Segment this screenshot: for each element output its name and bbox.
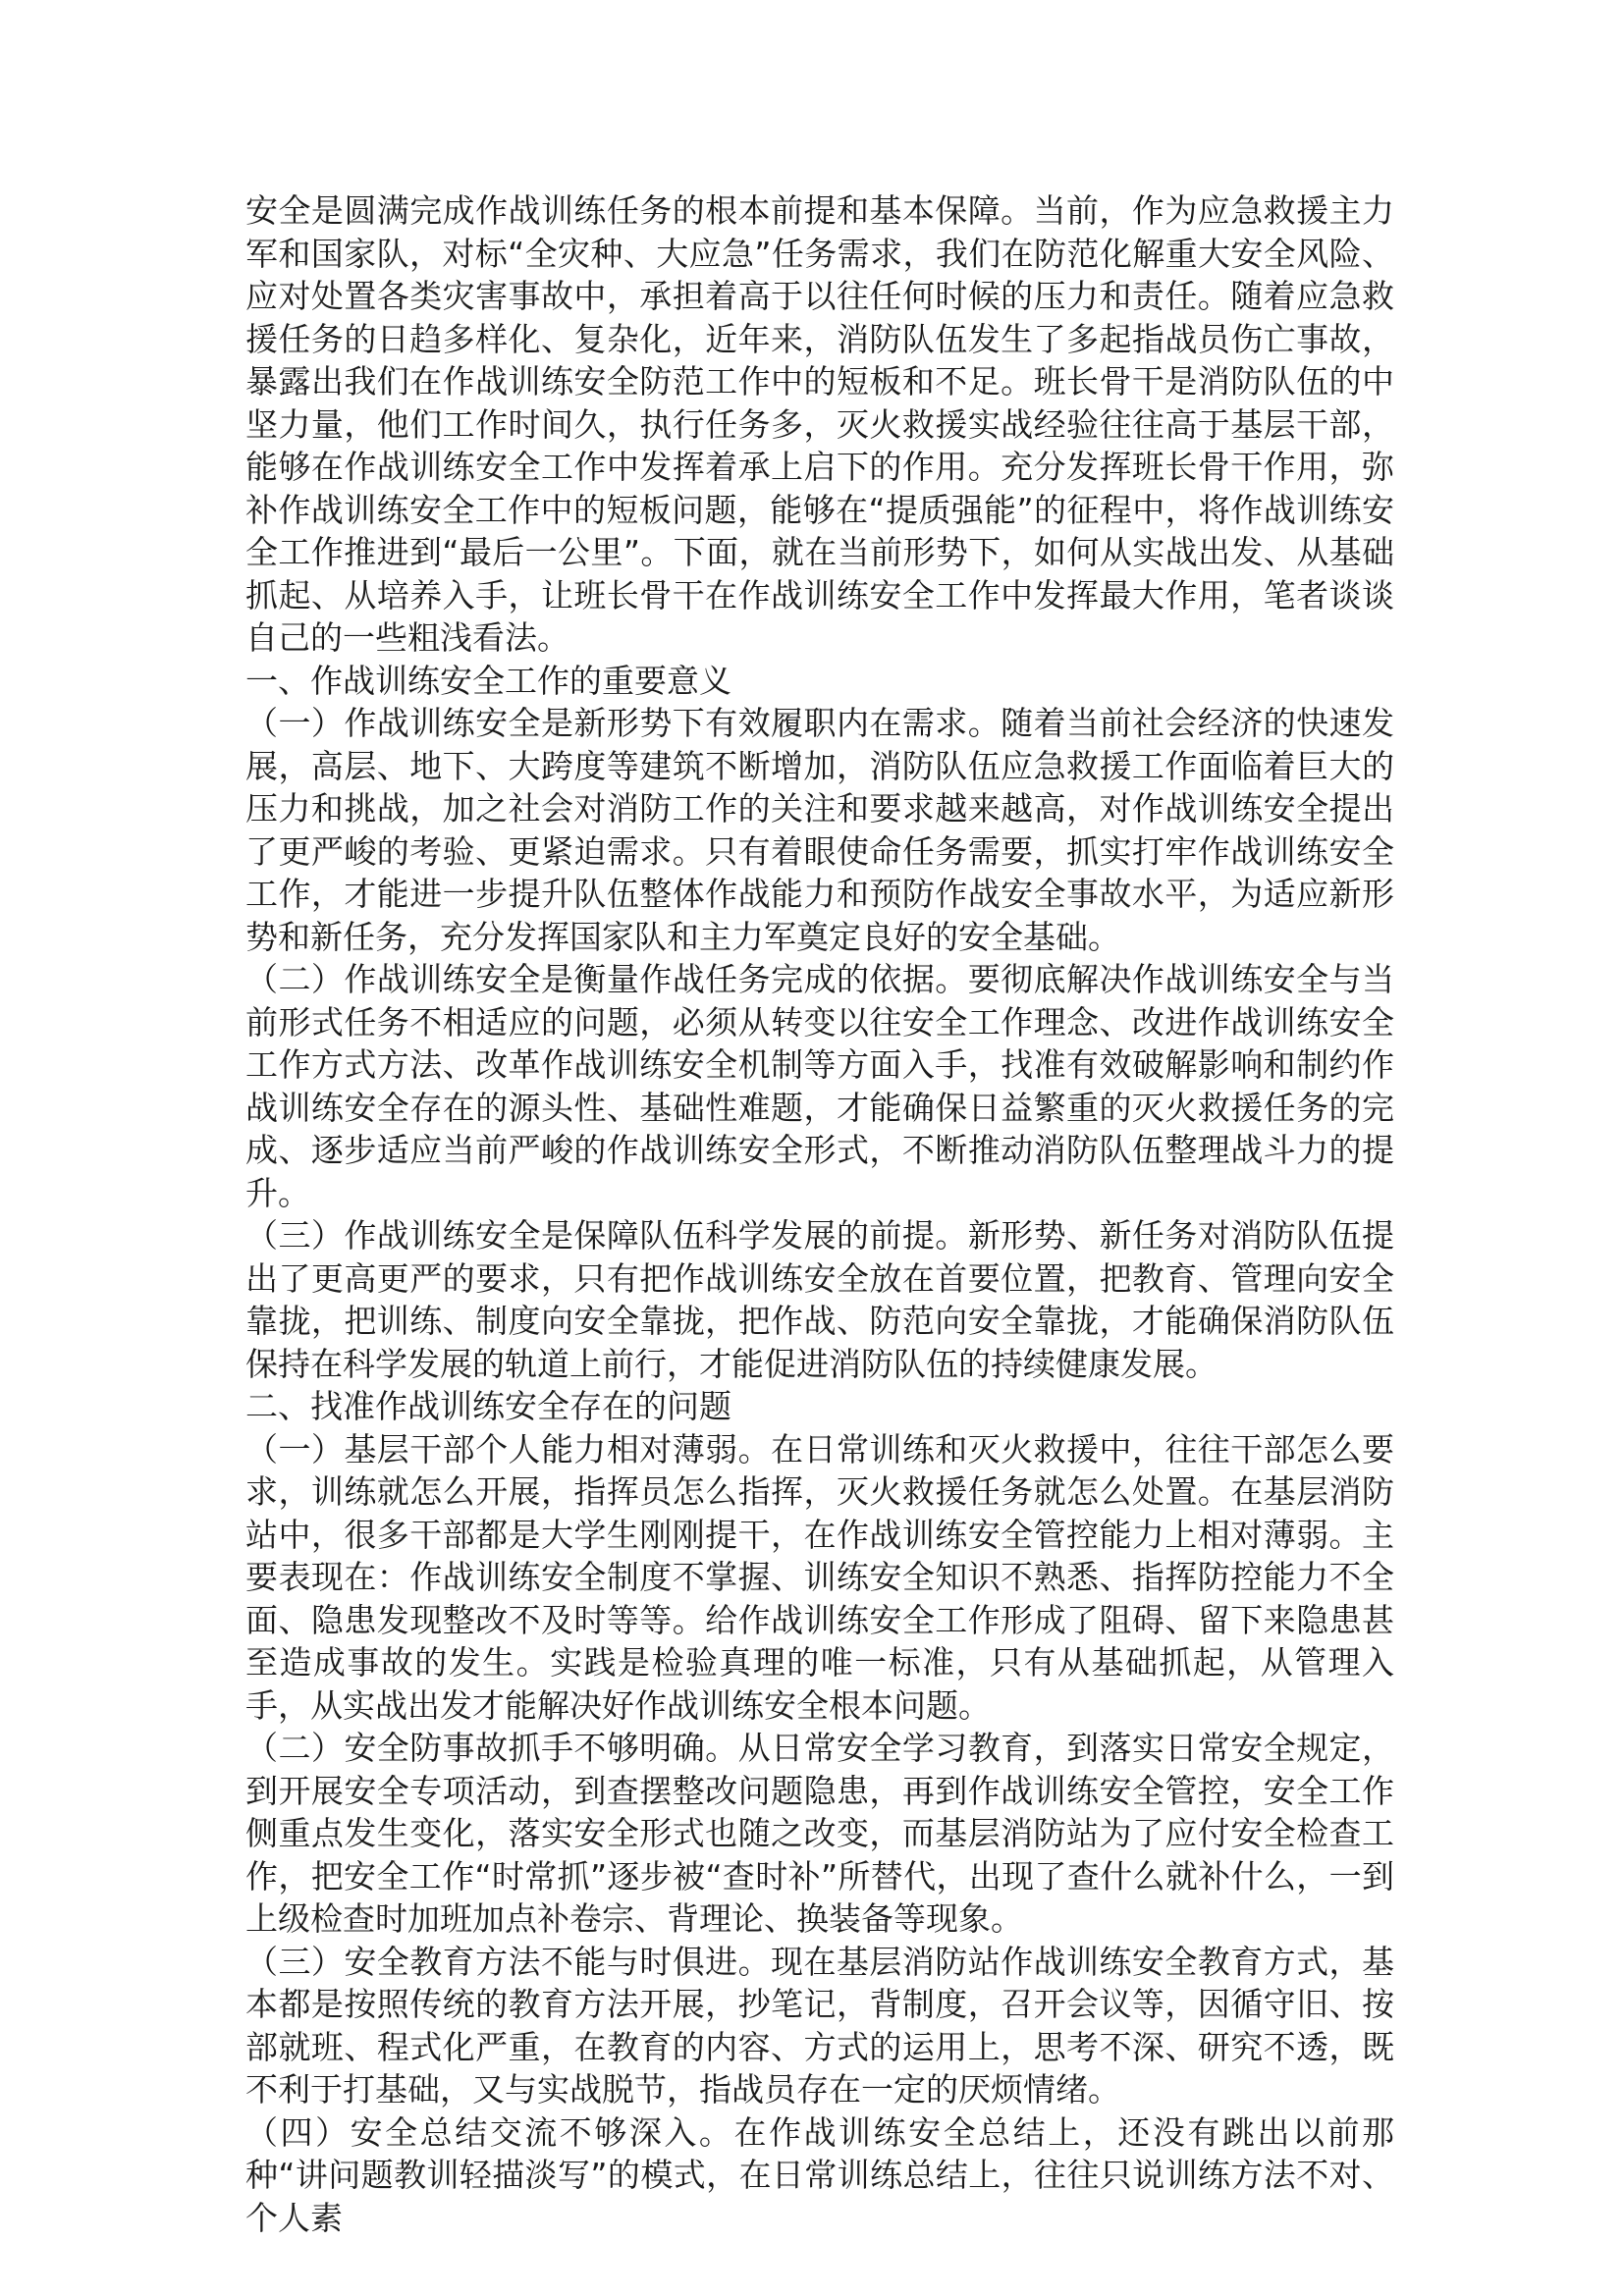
document-body [245, 189, 1394, 2239]
section2-item-2: （二）安全防事故抓手不够明确。从日常安全学习教育，到落实日常安全规定，到开展安全专项活动，到查摆整改问题隐患，再到作战训练安全管控，安全工作侧重点发生变化，落实安全形式也随之改变，而基层消防站为了应付安全检查工作，把安全工作“时常抓”逐步被“查时补”所替代，出现了查什么就补什么，一到上级检查时加班加点补卷宗、背理论、换装备等现象。 [245, 1729, 1394, 1938]
section1-item-3: （三）作战训练安全是保障队伍科学发展的前提。新形势、新任务对消防队伍提出了更高更严的要求，只有把作战训练安全放在首要位置，把教育、管理向安全靠拢，把训练、制度向安全靠拢，把作战、防范向安全靠拢，才能确保消防队伍保持在科学发展的轨道上前行，才能促进消防队伍的持续健康发展。 [245, 1216, 1394, 1383]
section2-item-4: （四）安全总结交流不够深入。在作战训练安全总结上，还没有跳出以前那种“讲问题教训轻描淡写”的模式，在日常训练总结上，往往只说训练方法不对、个人素 [245, 2112, 1394, 2237]
section-heading-2: 二、找准作战训练安全存在的问题 [245, 1387, 731, 1425]
intro-paragraph: 安全是圆满完成作战训练任务的根本前提和基本保障。当前，作为应急救援主力军和国家队，对标“全灾种、大应急”任务需求，我们在防范化解重大安全风险、应对处置各类灾害事故中，承担着高于以往任何时候的压力和责任。随着应急救援任务的日趋多样化、复杂化，近年来，消防队伍发生了多起指战员伤亡事故，暴露出我们在作战训练安全防范工作中的短板和不足。班长骨干是消防队伍的中坚力量，他们工作时间久，执行任务多，灭火救援实战经验往往高于基层干部，能够在作战训练安全工作中发挥着承上启下的作用。充分发挥班长骨干作用，弥补作战训练安全工作中的短板问题，能够在“提质强能”的征程中，将作战训练安全工作推进到“最后一公里”。下面，就在当前形势下，如何从实战出发、从基础抓起、从培养入手，让班长骨干在作战训练安全工作中发挥最大作用，笔者谈谈自己的一些粗浅看法。 [245, 191, 1394, 657]
section2-item-1: （一）基层干部个人能力相对薄弱。在日常训练和灭火救援中，往往干部怎么要求，训练就怎么开展，指挥员怎么指挥，灭火救援任务就怎么处置。在基层消防站中，很多干部都是大学生刚刚提干，在作战训练安全管控能力上相对薄弱。主要表现在：作战训练安全制度不掌握、训练安全知识不熟悉、指挥防控能力不全面、隐患发现整改不及时等等。给作战训练安全工作形成了阻碍、留下来隐患甚至造成事故的发生。实践是检验真理的唯一标准，只有从基础抓起，从管理入手，从实战出发才能解决好作战训练安全根本问题。 [245, 1429, 1394, 1725]
section1-item-2: （二）作战训练安全是衡量作战任务完成的依据。要彻底解决作战训练安全与当前形式任务不相适应的问题，必须从转变以往安全工作理念、改进作战训练安全工作方式方法、改革作战训练安全机制等方面入手，找准有效破解影响和制约作战训练安全存在的源头性、基础性难题，才能确保日益繁重的灭火救援任务的完成、逐步适应当前严峻的作战训练安全形式，不断推动消防队伍整理战斗力的提升。 [245, 960, 1394, 1212]
section2-item-3: （三）安全教育方法不能与时俱进。现在基层消防站作战训练安全教育方式，基本都是按照传统的教育方法开展，抄笔记，背制度，召开会议等，因循守旧、按部就班、程式化严重，在教育的内容、方式的运用上，思考不深、研究不透，既不利于打基础，又与实战脱节，指战员存在一定的厌烦情绪。 [245, 1942, 1394, 2109]
section-heading-1: 一、作战训练安全工作的重要意义 [245, 661, 731, 700]
section1-item-1: （一）作战训练安全是新形势下有效履职内在需求。随着当前社会经济的快速发展，高层、地下、大跨度等建筑不断增加，消防队伍应急救援工作面临着巨大的压力和挑战，加之社会对消防工作的关注和要求越来越高，对作战训练安全提出了更严峻的考验、更紧迫需求。只有着眼使命任务需要，抓实打牢作战训练安全工作，才能进一步提升队伍整体作战能力和预防作战安全事故水平，为适应新形势和新任务，充分发挥国家队和主力军奠定良好的安全基础。 [245, 704, 1394, 956]
